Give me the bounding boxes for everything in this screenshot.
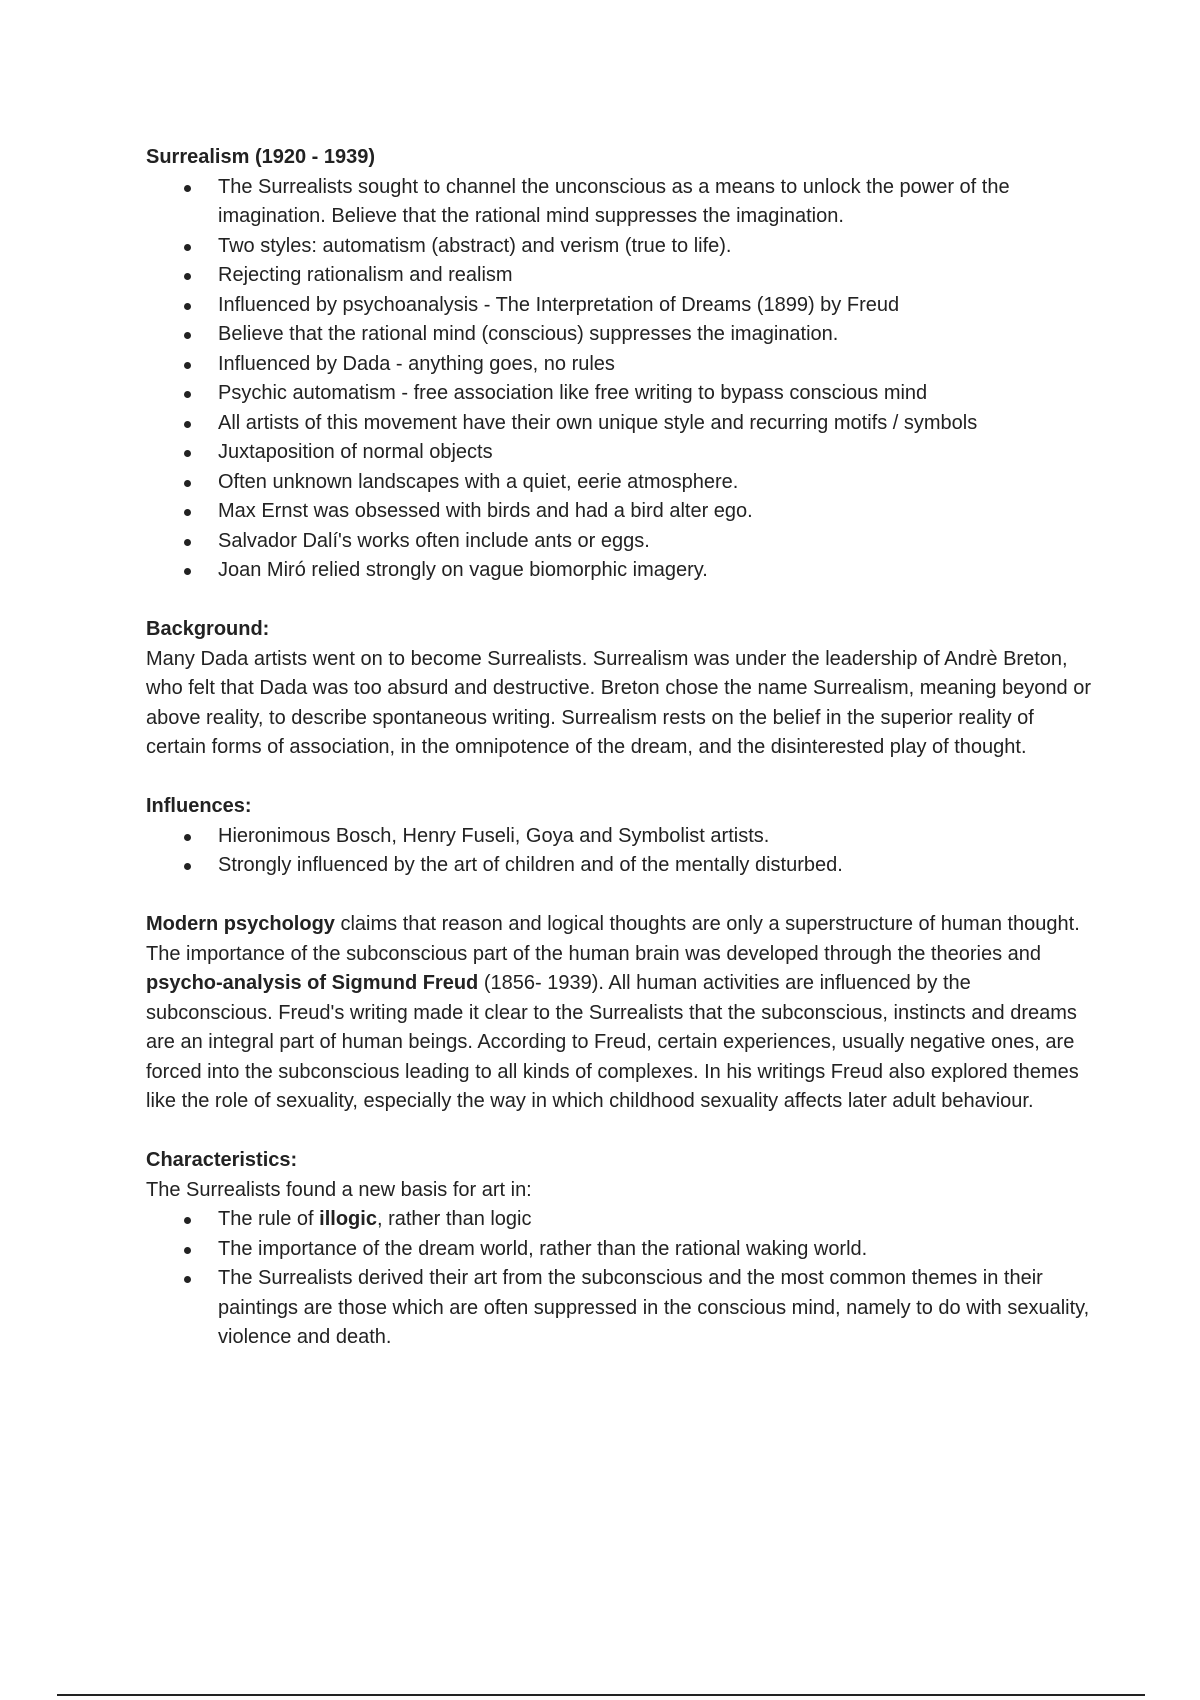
list-item: Salvador Dalí's works often include ants or eggs. xyxy=(146,527,1096,557)
page-bottom-divider xyxy=(57,1694,1145,1696)
item-text: , rather than logic xyxy=(376,1208,532,1230)
document-body xyxy=(146,143,1096,1382)
influences-heading: Influences: xyxy=(146,795,252,817)
freud-term: psycho-analysis of Sigmund Freud xyxy=(146,972,479,994)
background-paragraph: Many Dada artists went on to become Surrealists. Surrealism was under the leadership of Andrè Breton, who felt that Dada was too absurd and destructive. Breton chose the name Surrealism, meaning beyond or above reality, to describe spontaneous writing. Surrealism rests on the belief in the superior reality of certain forms of association, in the omnipotence of the dream, and the disinterested play of thought. xyxy=(146,647,1091,758)
list-item: All artists of this movement have their own unique style and recurring motifs / symbols xyxy=(146,409,1096,439)
list-item: The importance of the dream world, rather than the rational waking world. xyxy=(146,1235,1096,1265)
characteristics-heading: Characteristics: xyxy=(146,1149,298,1171)
list-item: Max Ernst was obsessed with birds and had a bird alter ego. xyxy=(146,497,1096,527)
list-item: Psychic automatism - free association like free writing to bypass conscious mind xyxy=(146,379,1096,409)
characteristics-section xyxy=(146,1146,1096,1353)
list-item: Often unknown landscapes with a quiet, eerie atmosphere. xyxy=(146,468,1096,498)
influences-bullet-list xyxy=(146,822,1096,881)
list-item: Two styles: automatism (abstract) and verism (true to life). xyxy=(146,232,1096,262)
background-heading: Background: xyxy=(146,618,270,640)
influences-section xyxy=(146,792,1096,881)
background-section xyxy=(146,615,1096,763)
list-item: Joan Miró relied strongly on vague biomorphic imagery. xyxy=(146,556,1096,586)
list-item: Believe that the rational mind (conscious) suppresses the imagination. xyxy=(146,320,1096,350)
characteristics-intro: The Surrealists found a new basis for art in: xyxy=(146,1178,532,1201)
list-item: Rejecting rationalism and realism xyxy=(146,261,1096,291)
item-text: The rule of xyxy=(218,1208,320,1230)
psychology-text-part: (1856- 1939). All human activities are influenced by the subconscious. Freud's writing made it clear to the Surrealists that the subconscious, instincts and dreams are an integral part of human beings. According to Freud, certain experiences, usually negative ones, are forced into the subconscious leading to all kinds of complexes. In his writings Freud also explored themes like the role of sexuality, especially the way in which childhood sexuality affects later adult behaviour. xyxy=(146,972,1079,1112)
surrealism-section xyxy=(146,143,1096,586)
psychology-text-part: claims that reason and logical thoughts are only a superstructure of human thought. The importance of the subconscious part of the human brain was developed through the theories and xyxy=(146,913,1080,965)
illogic-term: illogic xyxy=(319,1208,377,1230)
modern-psychology-term: Modern psychology xyxy=(146,913,335,935)
list-item: Strongly influenced by the art of children and of the mentally disturbed. xyxy=(146,851,1096,881)
characteristics-bullet-list xyxy=(146,1205,1096,1353)
list-item: The Surrealists sought to channel the unconscious as a means to unlock the power of the imagination. Believe that the rational mind suppresses the imagination. xyxy=(146,173,1096,232)
surrealism-bullet-list xyxy=(146,173,1096,586)
psychology-section xyxy=(146,910,1096,1117)
surrealism-heading: Surrealism (1920 - 1939) xyxy=(146,146,376,168)
list-item: Hieronimous Bosch, Henry Fuseli, Goya and Symbolist artists. xyxy=(146,822,1096,852)
list-item: The Surrealists derived their art from the subconscious and the most common themes in their paintings are those which are often suppressed in the conscious mind, namely to do with sexuality, violence and death. xyxy=(146,1264,1096,1353)
list-item: Influenced by psychoanalysis - The Interpretation of Dreams (1899) by Freud xyxy=(146,291,1096,321)
psychology-paragraph xyxy=(146,910,1096,1117)
list-item: Juxtaposition of normal objects xyxy=(146,438,1096,468)
list-item: Influenced by Dada - anything goes, no rules xyxy=(146,350,1096,380)
list-item xyxy=(146,1205,1096,1235)
